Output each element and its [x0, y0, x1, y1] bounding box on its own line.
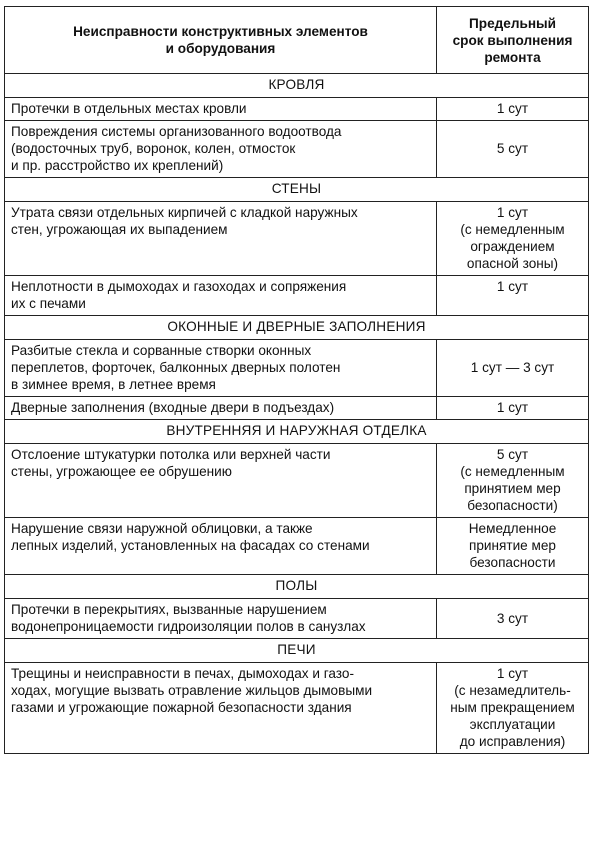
deadline-text: 1 сут — 3 сут: [470, 360, 555, 375]
header-faults-column: [5, 7, 437, 74]
section-title: ПЕЧИ: [5, 639, 589, 663]
header-line: ремонта: [484, 49, 541, 65]
fault-cell: [5, 121, 437, 178]
fault-cell: [5, 276, 437, 316]
table-header-row: [5, 7, 589, 74]
section-title: СТЕНЫ: [5, 178, 589, 202]
fault-cell: [5, 202, 437, 276]
deadline-cell: [437, 340, 589, 397]
section-row-walls: [5, 178, 589, 202]
deadline-text: 1 сут: [496, 205, 529, 220]
fault-text: Нарушение связи наружной облицовки, а также: [11, 521, 313, 536]
fault-text: стен, угрожающая их выпадением: [11, 222, 228, 237]
deadline-text: безопасности): [467, 498, 558, 513]
table-row: [5, 276, 589, 316]
fault-text: и пр. расстройство их креплений): [11, 158, 224, 173]
fault-cell: [5, 663, 437, 754]
fault-text: Отслоение штукатурки потолка или верхней части: [11, 447, 331, 462]
deadline-text: принятием мер: [464, 481, 561, 496]
fault-text: Неплотности в дымоходах и газоходах и сопряжения: [11, 279, 347, 294]
fault-text: ходах, могущие вызвать отравление жильцов дымовыми: [11, 683, 373, 698]
table-row: [5, 518, 589, 575]
header-line: и оборудования: [165, 41, 276, 56]
fault-text: стены, угрожающее ее обрушению: [11, 464, 232, 479]
header-line: срок выполнения: [452, 32, 573, 48]
section-title: ВНУТРЕННЯЯ И НАРУЖНАЯ ОТДЕЛКА: [5, 420, 589, 444]
fault-text: Протечки в отдельных местах кровли: [11, 101, 247, 116]
deadline-text: опасной зоны): [466, 256, 559, 271]
deadline-cell: [437, 663, 589, 754]
fault-text: Протечки в перекрытиях, вызванные нарушением: [11, 602, 327, 617]
section-title: ПОЛЫ: [5, 575, 589, 599]
deadline-cell: [437, 98, 589, 121]
fault-text: лепных изделий, установленных на фасадах со стенами: [11, 538, 370, 553]
deadline-text: эксплуатации: [469, 717, 556, 732]
table-row: [5, 121, 589, 178]
deadline-text: безопасности: [469, 555, 556, 570]
section-row-finishing: [5, 420, 589, 444]
fault-text: в зимнее время, в летнее время: [11, 377, 216, 392]
deadline-text: 1 сут: [496, 101, 529, 116]
deadline-cell: [437, 518, 589, 575]
deadline-text: (с немедленным: [460, 222, 565, 237]
fault-cell: [5, 444, 437, 518]
deadline-cell: [437, 276, 589, 316]
table-row: [5, 599, 589, 639]
section-row-windows-doors: [5, 316, 589, 340]
repair-deadlines-document: [4, 6, 588, 754]
table-row: [5, 98, 589, 121]
fault-text: Разбитые стекла и сорванные створки оконных: [11, 343, 312, 358]
header-line: Неисправности конструктивных элементов: [73, 24, 368, 39]
deadline-text: 1 сут: [496, 279, 529, 294]
fault-text: их с печами: [11, 296, 86, 311]
deadline-cell: [437, 599, 589, 639]
deadline-text: 1 сут: [496, 400, 529, 415]
fault-cell: [5, 340, 437, 397]
fault-cell: [5, 599, 437, 639]
table-row: [5, 340, 589, 397]
deadline-text: 5 сут: [496, 141, 529, 156]
deadline-cell: [437, 202, 589, 276]
fault-cell: [5, 518, 437, 575]
table-row: [5, 663, 589, 754]
section-title: КРОВЛЯ: [5, 74, 589, 98]
section-row-roof: [5, 74, 589, 98]
repair-deadlines-table: [4, 6, 589, 754]
deadline-cell: [437, 397, 589, 420]
fault-text: Утрата связи отдельных кирпичей с кладкой наружных: [11, 205, 358, 220]
header-deadline-column: [437, 7, 589, 74]
fault-text: Дверные заполнения (входные двери в подъездах): [11, 400, 335, 415]
deadline-text: ограждением: [470, 239, 555, 254]
fault-text: газами и угрожающие пожарной безопасности здания: [11, 700, 352, 715]
fault-cell: [5, 397, 437, 420]
fault-cell: [5, 98, 437, 121]
header-line: Предельный: [469, 15, 556, 31]
deadline-text: 1 сут: [496, 666, 529, 681]
fault-text: водонепроницаемости гидроизоляции полов в санузлах: [11, 619, 366, 634]
deadline-text: (с незамедлитель-: [454, 683, 571, 698]
deadline-text: 5 сут: [496, 447, 529, 462]
fault-text: Трещины и неисправности в печах, дымоходах и газо-: [11, 666, 354, 681]
deadline-text: 3 сут: [496, 610, 529, 626]
section-title: ОКОННЫЕ И ДВЕРНЫЕ ЗАПОЛНЕНИЯ: [5, 316, 589, 340]
section-row-floors: [5, 575, 589, 599]
deadline-text: принятие мер: [468, 538, 556, 553]
deadline-text: (с немедленным: [460, 464, 565, 479]
fault-text: переплетов, форточек, балконных дверных полотен: [11, 360, 341, 375]
fault-text: Повреждения системы организованного водоотвода: [11, 124, 342, 139]
deadline-text: до исправления): [459, 734, 566, 749]
fault-text: (водосточных труб, воронок, колен, отмосток: [11, 141, 296, 156]
deadline-cell: [437, 121, 589, 178]
deadline-text: ным прекращением: [450, 700, 575, 715]
section-row-stoves: [5, 639, 589, 663]
table-row: [5, 397, 589, 420]
deadline-cell: [437, 444, 589, 518]
table-row: [5, 202, 589, 276]
deadline-text: Немедленное: [468, 521, 557, 536]
table-row: [5, 444, 589, 518]
